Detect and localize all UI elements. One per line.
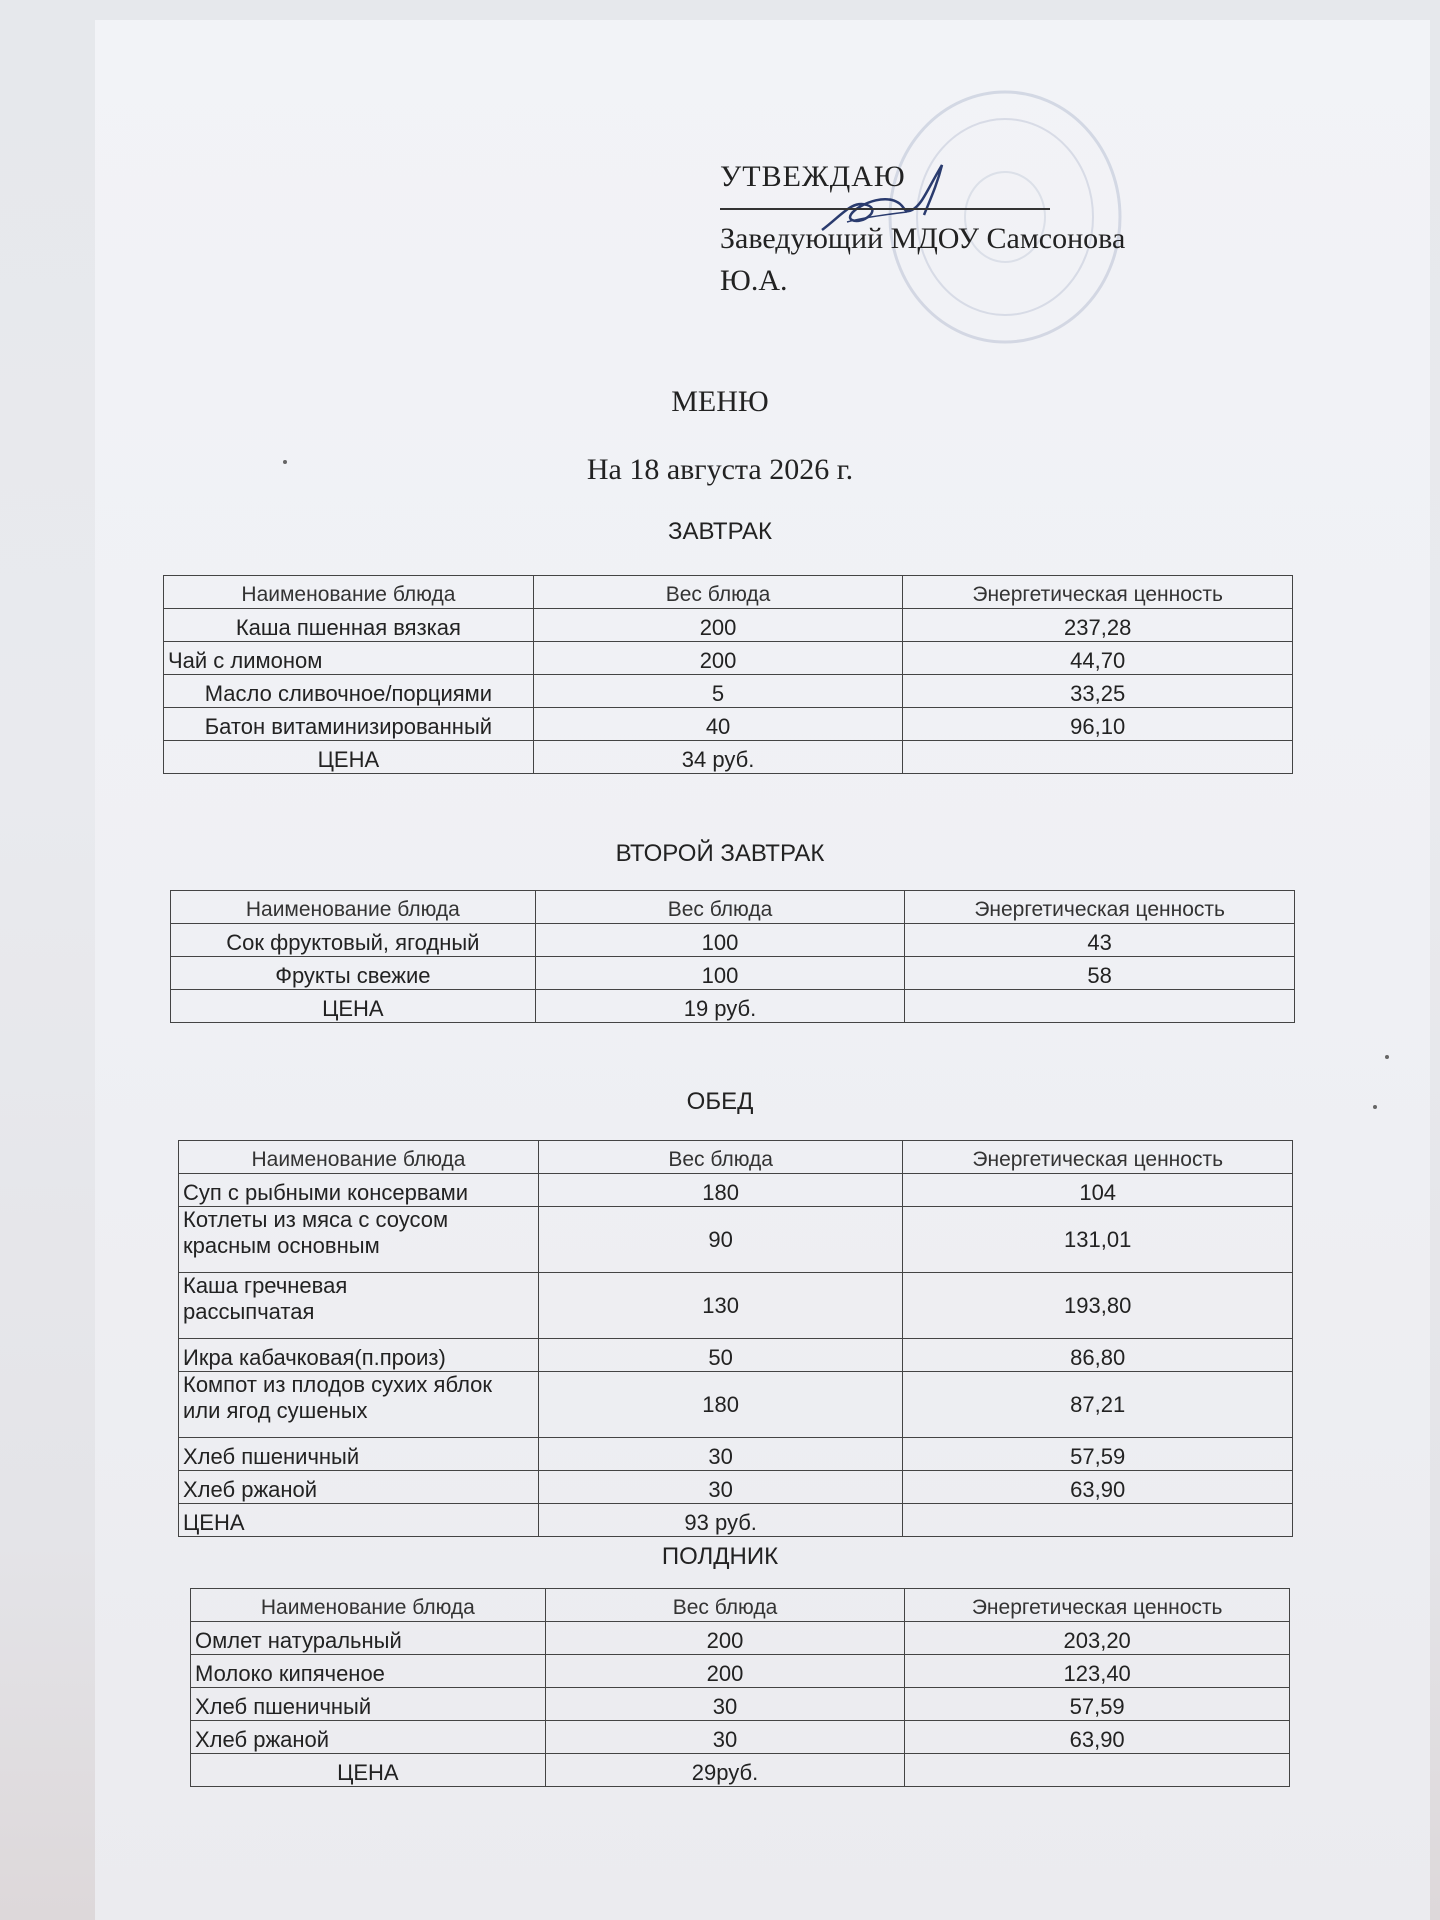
price-row <box>179 1504 1293 1537</box>
empty-cell <box>905 1754 1290 1787</box>
table-header-row <box>179 1141 1293 1174</box>
column-header-name: Наименование блюда <box>191 1589 546 1622</box>
table-header-row <box>164 576 1293 609</box>
table-row <box>179 1273 1293 1339</box>
empty-cell <box>903 741 1293 774</box>
dish-weight: 100 <box>535 957 905 990</box>
dish-energy: 86,80 <box>903 1339 1293 1372</box>
speck <box>1373 1105 1377 1109</box>
dish-energy: 131,01 <box>903 1207 1293 1273</box>
dish-weight: 130 <box>538 1273 902 1339</box>
approval-name: Ю.А. <box>720 264 788 297</box>
dish-energy: 123,40 <box>905 1655 1290 1688</box>
dish-energy: 43 <box>905 924 1295 957</box>
dish-weight: 30 <box>538 1438 902 1471</box>
dish-weight: 90 <box>538 1207 902 1273</box>
dish-name: Сок фруктовый, ягодный <box>171 924 536 957</box>
dish-name: Компот из плодов сухих яблок или ягод сушеных <box>179 1372 539 1438</box>
section-title-second-breakfast: ВТОРОЙ ЗАВТРАК <box>615 840 825 867</box>
dish-name: Чай с лимоном <box>164 642 534 675</box>
table-row <box>171 957 1295 990</box>
dish-name: Хлеб ржаной <box>179 1471 539 1504</box>
table-header-row <box>191 1589 1290 1622</box>
dish-energy: 203,20 <box>905 1622 1290 1655</box>
table-row <box>179 1174 1293 1207</box>
column-header-weight: Вес блюда <box>535 891 905 924</box>
dish-weight: 5 <box>533 675 903 708</box>
dish-energy: 33,25 <box>903 675 1293 708</box>
table-row <box>164 609 1293 642</box>
table-row <box>179 1372 1293 1438</box>
table-row <box>191 1655 1290 1688</box>
dish-weight: 200 <box>545 1655 905 1688</box>
table-afternoon-snack <box>190 1588 1290 1787</box>
dish-energy: 63,90 <box>905 1721 1290 1754</box>
dish-name: Масло сливочное/порциями <box>164 675 534 708</box>
dish-weight: 200 <box>533 609 903 642</box>
table-row <box>179 1339 1293 1372</box>
approval-position: Заведующий МДОУ Самсонова <box>720 222 1126 255</box>
column-header-energy: Энергетическая ценность <box>905 891 1295 924</box>
column-header-energy: Энергетическая ценность <box>903 576 1293 609</box>
dish-weight: 40 <box>533 708 903 741</box>
speck <box>283 460 287 464</box>
dish-energy: 63,90 <box>903 1471 1293 1504</box>
table-row <box>164 642 1293 675</box>
dish-name: Хлеб ржаной <box>191 1721 546 1754</box>
column-header-name: Наименование блюда <box>171 891 536 924</box>
empty-cell <box>903 1504 1293 1537</box>
table-lunch <box>178 1140 1293 1537</box>
dish-weight: 30 <box>545 1688 905 1721</box>
dish-name: Каша гречневая рассыпчатая <box>179 1273 539 1339</box>
dish-name: Суп с рыбными консервами <box>179 1174 539 1207</box>
table-row <box>179 1471 1293 1504</box>
dish-weight: 200 <box>533 642 903 675</box>
column-header-weight: Вес блюда <box>545 1589 905 1622</box>
dish-weight: 200 <box>545 1622 905 1655</box>
column-header-name: Наименование блюда <box>164 576 534 609</box>
dish-name: Хлеб пшеничный <box>191 1688 546 1721</box>
table-row <box>171 924 1295 957</box>
price-row <box>191 1754 1290 1787</box>
section-title-afternoon-snack: ПОЛДНИК <box>661 1543 779 1570</box>
price-value: 34 руб. <box>533 741 903 774</box>
price-label: ЦЕНА <box>171 990 536 1023</box>
table-breakfast <box>163 575 1293 774</box>
table-second-breakfast <box>170 890 1295 1023</box>
dish-energy: 96,10 <box>903 708 1293 741</box>
price-label: ЦЕНА <box>164 741 534 774</box>
dish-weight: 180 <box>538 1372 902 1438</box>
dish-energy: 57,59 <box>903 1438 1293 1471</box>
table-row <box>191 1688 1290 1721</box>
dish-energy: 237,28 <box>903 609 1293 642</box>
price-label: ЦЕНА <box>179 1504 539 1537</box>
empty-cell <box>905 990 1295 1023</box>
dish-weight: 30 <box>538 1471 902 1504</box>
dish-weight: 50 <box>538 1339 902 1372</box>
speck <box>1385 1055 1389 1059</box>
dish-energy: 44,70 <box>903 642 1293 675</box>
price-label: ЦЕНА <box>191 1754 546 1787</box>
dish-weight: 180 <box>538 1174 902 1207</box>
section-title-breakfast: ЗАВТРАК <box>668 518 772 545</box>
table-row <box>191 1622 1290 1655</box>
approval-title: УТВЕЖДАЮ <box>720 160 906 193</box>
column-header-weight: Вес блюда <box>538 1141 902 1174</box>
dish-name: Батон витаминизированный <box>164 708 534 741</box>
price-row <box>171 990 1295 1023</box>
dish-name: Хлеб пшеничный <box>179 1438 539 1471</box>
table-row <box>164 708 1293 741</box>
dish-name: Фрукты свежие <box>171 957 536 990</box>
column-header-weight: Вес блюда <box>533 576 903 609</box>
dish-name: Икра кабачковая(п.произ) <box>179 1339 539 1372</box>
menu-title: МЕНЮ <box>671 385 769 418</box>
dish-energy: 87,21 <box>903 1372 1293 1438</box>
dish-energy: 104 <box>903 1174 1293 1207</box>
price-value: 19 руб. <box>535 990 905 1023</box>
table-row <box>179 1438 1293 1471</box>
dish-energy: 57,59 <box>905 1688 1290 1721</box>
dish-name: Котлеты из мяса с соусом красным основным <box>179 1207 539 1273</box>
dish-name: Омлет натуральный <box>191 1622 546 1655</box>
price-row <box>164 741 1293 774</box>
column-header-energy: Энергетическая ценность <box>903 1141 1293 1174</box>
approval-block <box>720 160 1125 302</box>
dish-name: Молоко кипяченое <box>191 1655 546 1688</box>
table-row <box>164 675 1293 708</box>
price-value: 93 руб. <box>538 1504 902 1537</box>
dish-name: Каша пшенная вязкая <box>164 609 534 642</box>
column-header-name: Наименование блюда <box>179 1141 539 1174</box>
signature-line <box>720 196 1050 210</box>
table-header-row <box>171 891 1295 924</box>
dish-energy: 193,80 <box>903 1273 1293 1339</box>
dish-weight: 100 <box>535 924 905 957</box>
price-value: 29руб. <box>545 1754 905 1787</box>
column-header-energy: Энергетическая ценность <box>905 1589 1290 1622</box>
dish-weight: 30 <box>545 1721 905 1754</box>
dish-energy: 58 <box>905 957 1295 990</box>
table-row <box>191 1721 1290 1754</box>
menu-date: На 18 августа 2026 г. <box>586 453 854 486</box>
section-title-lunch: ОБЕД <box>686 1088 754 1115</box>
table-row <box>179 1207 1293 1273</box>
